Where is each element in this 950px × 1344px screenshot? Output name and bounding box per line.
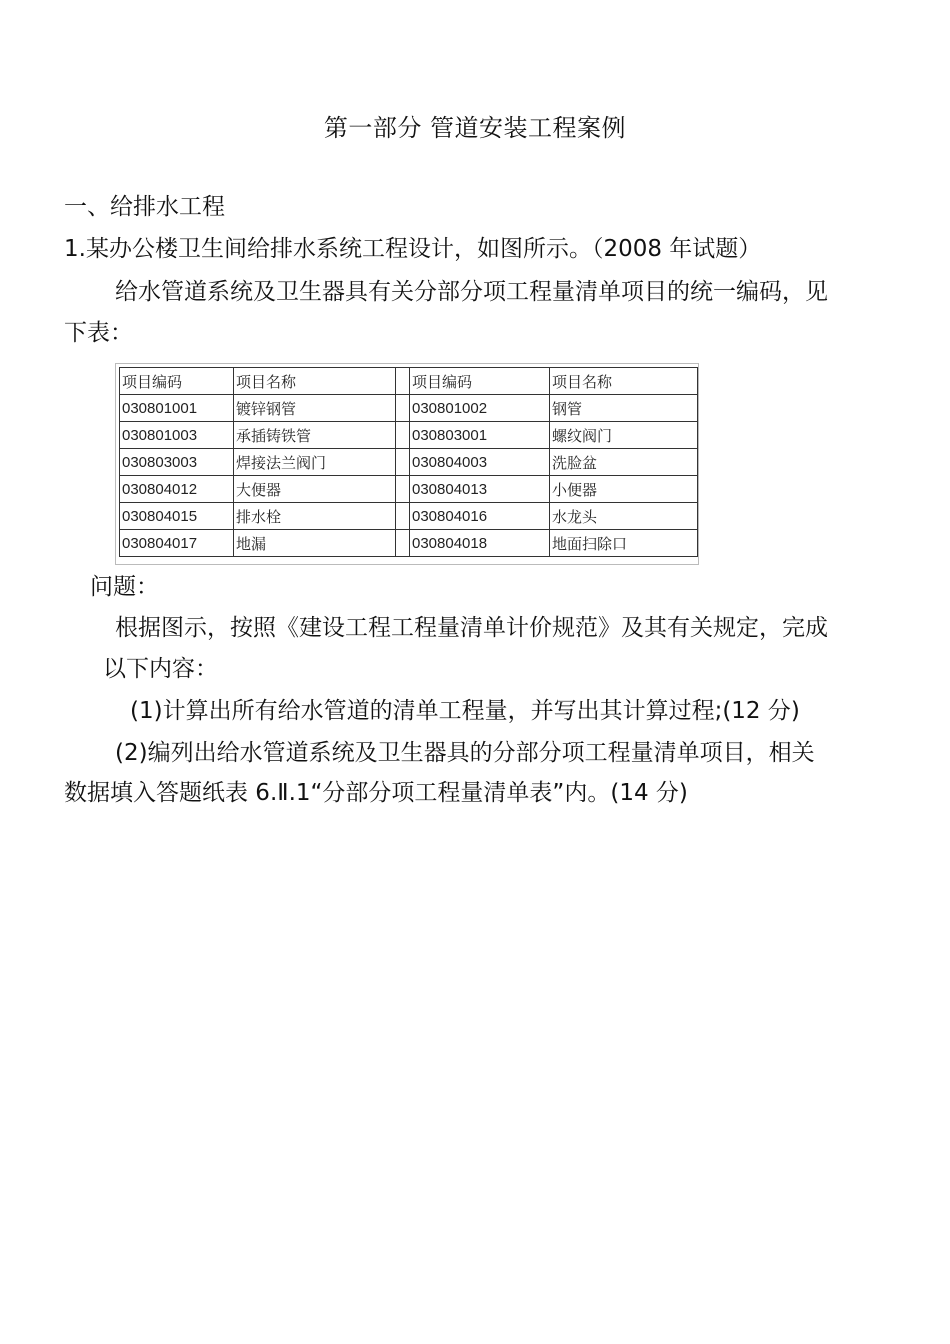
table-cell: 030804013 [410, 476, 550, 503]
table-cell: 030804016 [410, 503, 550, 530]
table-cell: 030804015 [120, 503, 234, 530]
task-2-line-2: 数据填入答题纸表 6.Ⅱ.1“分部分项工程量清单表”内。(14 分) [64, 780, 688, 806]
table-cell: 030804018 [410, 530, 550, 557]
intro-line-1: 给水管道系统及卫生器具有关分部分项工程量清单项目的统一编码，见 [115, 279, 828, 305]
header-code-left: 项目编码 [120, 368, 234, 395]
table-row [120, 449, 698, 476]
section-heading: 一、给排水工程 [64, 194, 225, 220]
table-cell: 地漏 [234, 530, 396, 557]
task-2-line-1: (2)编列出给水管道系统及卫生器具的分部分项工程量清单项目，相关 [115, 740, 815, 766]
task-1: (1)计算出所有给水管道的清单工程量，并写出其计算过程;(12 分) [130, 698, 800, 724]
table-header-row [120, 368, 698, 395]
table-row [120, 530, 698, 557]
table-gap [396, 395, 410, 422]
table-cell: 焊接法兰阀门 [234, 449, 396, 476]
table-gap [396, 422, 410, 449]
table-gap [396, 449, 410, 476]
table-cell: 地面扫除口 [550, 530, 698, 557]
table-cell: 洗脸盆 [550, 449, 698, 476]
table-cell: 钢管 [550, 395, 698, 422]
table-cell: 030804012 [120, 476, 234, 503]
table-cell: 030803001 [410, 422, 550, 449]
table-cell: 030801003 [120, 422, 234, 449]
questions-label: 问题： [90, 574, 159, 600]
table-cell: 030803003 [120, 449, 234, 476]
table-cell: 030801001 [120, 395, 234, 422]
table-cell: 030804003 [410, 449, 550, 476]
basis-line-2: 以下内容： [103, 656, 218, 682]
header-name-right: 项目名称 [550, 368, 698, 395]
table-row [120, 503, 698, 530]
code-table-figure [115, 363, 699, 565]
table-row [120, 476, 698, 503]
header-name-left: 项目名称 [234, 368, 396, 395]
page-title: 第一部分 管道安装工程案例 [323, 114, 627, 142]
table-gap [396, 476, 410, 503]
table-cell: 030801002 [410, 395, 550, 422]
table-gap [396, 368, 410, 395]
intro-line-2: 下表： [64, 320, 133, 346]
basis-line-1: 根据图示，按照《建设工程工程量清单计价规范》及其有关规定，完成 [115, 615, 828, 641]
table-cell: 水龙头 [550, 503, 698, 530]
table-cell: 承插铸铁管 [234, 422, 396, 449]
table-row [120, 422, 698, 449]
question-1: 1.某办公楼卫生间给排水系统工程设计，如图所示。（2008 年试题） [64, 236, 762, 262]
table-cell: 螺纹阀门 [550, 422, 698, 449]
table-cell: 镀锌钢管 [234, 395, 396, 422]
table-cell: 大便器 [234, 476, 396, 503]
table-cell: 030804017 [120, 530, 234, 557]
table-cell: 排水栓 [234, 503, 396, 530]
table-cell: 小便器 [550, 476, 698, 503]
table-row [120, 395, 698, 422]
table-gap [396, 530, 410, 557]
code-table [119, 367, 698, 557]
header-code-right: 项目编码 [410, 368, 550, 395]
table-gap [396, 503, 410, 530]
